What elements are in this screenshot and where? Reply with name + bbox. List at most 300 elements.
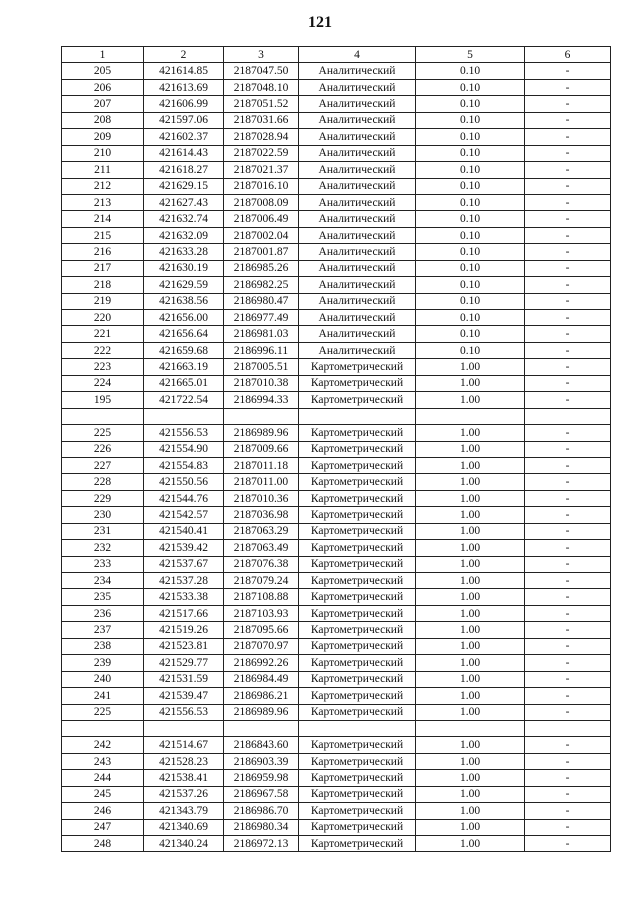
point-number-cell: 207: [62, 96, 144, 112]
y-coordinate-cell: 2187048.10: [224, 79, 299, 95]
note-cell: [525, 408, 611, 424]
point-number-cell: 234: [62, 573, 144, 589]
y-coordinate-cell: 2186903.39: [224, 753, 299, 769]
point-number-cell: 230: [62, 507, 144, 523]
accuracy-cell: 1.00: [416, 770, 525, 786]
x-coordinate-cell: [144, 408, 224, 424]
y-coordinate-cell: 2186843.60: [224, 737, 299, 753]
note-cell: -: [525, 704, 611, 720]
accuracy-cell: 0.10: [416, 293, 525, 309]
accuracy-cell: 1.00: [416, 375, 525, 391]
x-coordinate-cell: 421618.27: [144, 162, 224, 178]
accuracy-cell: 0.10: [416, 227, 525, 243]
y-coordinate-cell: 2187076.38: [224, 556, 299, 572]
y-coordinate-cell: 2186980.34: [224, 819, 299, 835]
y-coordinate-cell: 2187047.50: [224, 63, 299, 79]
method-cell: Аналитический: [299, 244, 416, 260]
accuracy-cell: 1.00: [416, 819, 525, 835]
note-cell: -: [525, 540, 611, 556]
table-row: [62, 655, 611, 671]
method-cell: Картометрический: [299, 836, 416, 852]
y-coordinate-cell: 2187008.09: [224, 194, 299, 210]
y-coordinate-cell: 2187103.93: [224, 605, 299, 621]
method-cell: Картометрический: [299, 457, 416, 473]
note-cell: -: [525, 803, 611, 819]
table-row: [62, 326, 611, 342]
point-number-cell: 209: [62, 129, 144, 145]
note-cell: -: [525, 490, 611, 506]
x-coordinate-cell: 421550.56: [144, 474, 224, 490]
note-cell: -: [525, 342, 611, 358]
note-cell: -: [525, 162, 611, 178]
note-cell: -: [525, 753, 611, 769]
y-coordinate-cell: 2187063.29: [224, 523, 299, 539]
table-row: [62, 671, 611, 687]
table-row: [62, 786, 611, 802]
x-coordinate-cell: 421556.53: [144, 704, 224, 720]
method-cell: Картометрический: [299, 753, 416, 769]
table-row: [62, 211, 611, 227]
y-coordinate-cell: 2187005.51: [224, 359, 299, 375]
accuracy-cell: 0.10: [416, 79, 525, 95]
accuracy-cell: 1.00: [416, 425, 525, 441]
y-coordinate-cell: [224, 408, 299, 424]
table-row: [62, 342, 611, 358]
point-number-cell: 237: [62, 622, 144, 638]
point-number-cell: 206: [62, 79, 144, 95]
x-coordinate-cell: 421538.41: [144, 770, 224, 786]
x-coordinate-cell: 421633.28: [144, 244, 224, 260]
y-coordinate-cell: 2186992.26: [224, 655, 299, 671]
accuracy-cell: 0.10: [416, 342, 525, 358]
point-number-cell: [62, 720, 144, 736]
x-coordinate-cell: 421665.01: [144, 375, 224, 391]
x-coordinate-cell: 421613.69: [144, 79, 224, 95]
y-coordinate-cell: [224, 720, 299, 736]
table-row: [62, 162, 611, 178]
table-row: [62, 556, 611, 572]
y-coordinate-cell: 2186982.25: [224, 277, 299, 293]
point-number-cell: 210: [62, 145, 144, 161]
accuracy-cell: 0.10: [416, 326, 525, 342]
method-cell: Аналитический: [299, 310, 416, 326]
table-row: [62, 457, 611, 473]
x-coordinate-cell: 421533.38: [144, 589, 224, 605]
accuracy-cell: 1.00: [416, 441, 525, 457]
method-cell: Картометрический: [299, 441, 416, 457]
table-row: [62, 819, 611, 835]
x-coordinate-cell: 421629.59: [144, 277, 224, 293]
x-coordinate-cell: 421632.09: [144, 227, 224, 243]
accuracy-cell: 0.10: [416, 244, 525, 260]
point-number-cell: 238: [62, 638, 144, 654]
y-coordinate-cell: 2187022.59: [224, 145, 299, 161]
note-cell: -: [525, 688, 611, 704]
y-coordinate-cell: 2186984.49: [224, 671, 299, 687]
y-coordinate-cell: 2186989.96: [224, 425, 299, 441]
point-number-cell: 218: [62, 277, 144, 293]
table-header-row: [62, 47, 611, 63]
y-coordinate-cell: 2186986.21: [224, 688, 299, 704]
method-cell: Картометрический: [299, 605, 416, 621]
note-cell: -: [525, 194, 611, 210]
y-coordinate-cell: 2187051.52: [224, 96, 299, 112]
point-number-cell: 227: [62, 457, 144, 473]
y-coordinate-cell: 2186986.70: [224, 803, 299, 819]
table-row: [62, 803, 611, 819]
note-cell: -: [525, 671, 611, 687]
method-cell: Аналитический: [299, 112, 416, 128]
note-cell: [525, 720, 611, 736]
coordinates-table: [61, 46, 611, 852]
accuracy-cell: 1.00: [416, 786, 525, 802]
page-number: 121: [308, 14, 332, 31]
note-cell: -: [525, 244, 611, 260]
point-number-cell: 215: [62, 227, 144, 243]
point-number-cell: 205: [62, 63, 144, 79]
x-coordinate-cell: 421343.79: [144, 803, 224, 819]
table-row: [62, 293, 611, 309]
note-cell: -: [525, 310, 611, 326]
method-cell: [299, 408, 416, 424]
note-cell: -: [525, 556, 611, 572]
method-cell: Аналитический: [299, 260, 416, 276]
x-coordinate-cell: 421340.24: [144, 836, 224, 852]
note-cell: -: [525, 326, 611, 342]
note-cell: -: [525, 457, 611, 473]
y-coordinate-cell: 2187001.87: [224, 244, 299, 260]
note-cell: -: [525, 770, 611, 786]
table-row: [62, 408, 611, 424]
y-coordinate-cell: 2187002.04: [224, 227, 299, 243]
x-coordinate-cell: 421656.64: [144, 326, 224, 342]
note-cell: -: [525, 145, 611, 161]
accuracy-cell: 1.00: [416, 803, 525, 819]
note-cell: -: [525, 819, 611, 835]
method-cell: Аналитический: [299, 178, 416, 194]
table-row: [62, 688, 611, 704]
x-coordinate-cell: 421537.26: [144, 786, 224, 802]
point-number-cell: 236: [62, 605, 144, 621]
y-coordinate-cell: 2187063.49: [224, 540, 299, 556]
method-cell: Картометрический: [299, 737, 416, 753]
table-row: [62, 63, 611, 79]
method-cell: Картометрический: [299, 540, 416, 556]
x-coordinate-cell: 421663.19: [144, 359, 224, 375]
table-row: [62, 507, 611, 523]
table-row: [62, 227, 611, 243]
point-number-cell: 228: [62, 474, 144, 490]
point-number-cell: 243: [62, 753, 144, 769]
note-cell: -: [525, 392, 611, 408]
point-number-cell: 241: [62, 688, 144, 704]
accuracy-cell: 1.00: [416, 836, 525, 852]
table-row: [62, 770, 611, 786]
x-coordinate-cell: 421722.54: [144, 392, 224, 408]
table-row: [62, 720, 611, 736]
note-cell: -: [525, 211, 611, 227]
method-cell: Картометрический: [299, 622, 416, 638]
table-row: [62, 573, 611, 589]
table-row: [62, 260, 611, 276]
method-cell: Аналитический: [299, 277, 416, 293]
accuracy-cell: 0.10: [416, 277, 525, 293]
x-coordinate-cell: 421614.85: [144, 63, 224, 79]
table-row: [62, 704, 611, 720]
note-cell: -: [525, 737, 611, 753]
table-row: [62, 474, 611, 490]
accuracy-cell: 1.00: [416, 589, 525, 605]
accuracy-cell: 1.00: [416, 605, 525, 621]
method-cell: Картометрический: [299, 556, 416, 572]
point-number-cell: 244: [62, 770, 144, 786]
x-coordinate-cell: 421517.66: [144, 605, 224, 621]
note-cell: -: [525, 293, 611, 309]
table-row: [62, 589, 611, 605]
table-row: [62, 638, 611, 654]
x-coordinate-cell: 421542.57: [144, 507, 224, 523]
note-cell: -: [525, 63, 611, 79]
point-number-cell: 213: [62, 194, 144, 210]
x-coordinate-cell: 421537.28: [144, 573, 224, 589]
column-header: 5: [416, 47, 525, 63]
method-cell: Картометрический: [299, 704, 416, 720]
table-row: [62, 194, 611, 210]
accuracy-cell: 1.00: [416, 556, 525, 572]
y-coordinate-cell: 2187079.24: [224, 573, 299, 589]
y-coordinate-cell: 2187011.18: [224, 457, 299, 473]
accuracy-cell: 0.10: [416, 96, 525, 112]
x-coordinate-cell: 421638.56: [144, 293, 224, 309]
y-coordinate-cell: 2186994.33: [224, 392, 299, 408]
accuracy-cell: 1.00: [416, 655, 525, 671]
table-row: [62, 490, 611, 506]
y-coordinate-cell: 2187036.98: [224, 507, 299, 523]
accuracy-cell: 0.10: [416, 162, 525, 178]
accuracy-cell: 1.00: [416, 622, 525, 638]
method-cell: [299, 720, 416, 736]
table-row: [62, 425, 611, 441]
method-cell: Аналитический: [299, 342, 416, 358]
y-coordinate-cell: 2186996.11: [224, 342, 299, 358]
accuracy-cell: 1.00: [416, 507, 525, 523]
column-header: 6: [525, 47, 611, 63]
point-number-cell: 240: [62, 671, 144, 687]
note-cell: -: [525, 425, 611, 441]
point-number-cell: 235: [62, 589, 144, 605]
x-coordinate-cell: [144, 720, 224, 736]
y-coordinate-cell: 2186972.13: [224, 836, 299, 852]
x-coordinate-cell: 421554.90: [144, 441, 224, 457]
method-cell: Аналитический: [299, 227, 416, 243]
table-body: [62, 63, 611, 852]
note-cell: -: [525, 589, 611, 605]
note-cell: -: [525, 655, 611, 671]
accuracy-cell: [416, 408, 525, 424]
accuracy-cell: 1.00: [416, 359, 525, 375]
table-row: [62, 375, 611, 391]
note-cell: -: [525, 277, 611, 293]
point-number-cell: 248: [62, 836, 144, 852]
y-coordinate-cell: 2187031.66: [224, 112, 299, 128]
accuracy-cell: 1.00: [416, 753, 525, 769]
method-cell: Картометрический: [299, 523, 416, 539]
y-coordinate-cell: 2186959.98: [224, 770, 299, 786]
method-cell: Картометрический: [299, 474, 416, 490]
accuracy-cell: 0.10: [416, 112, 525, 128]
method-cell: Картометрический: [299, 375, 416, 391]
note-cell: -: [525, 786, 611, 802]
table-row: [62, 277, 611, 293]
x-coordinate-cell: 421539.47: [144, 688, 224, 704]
column-header: 4: [299, 47, 416, 63]
y-coordinate-cell: 2187009.66: [224, 441, 299, 457]
note-cell: -: [525, 573, 611, 589]
accuracy-cell: 1.00: [416, 638, 525, 654]
accuracy-cell: 1.00: [416, 490, 525, 506]
x-coordinate-cell: 421614.43: [144, 145, 224, 161]
x-coordinate-cell: 421627.43: [144, 194, 224, 210]
method-cell: Картометрический: [299, 589, 416, 605]
y-coordinate-cell: 2187095.66: [224, 622, 299, 638]
table-row: [62, 836, 611, 852]
method-cell: Картометрический: [299, 359, 416, 375]
table-row: [62, 129, 611, 145]
x-coordinate-cell: 421632.74: [144, 211, 224, 227]
method-cell: Картометрический: [299, 573, 416, 589]
x-coordinate-cell: 421544.76: [144, 490, 224, 506]
accuracy-cell: 1.00: [416, 704, 525, 720]
accuracy-cell: 1.00: [416, 573, 525, 589]
method-cell: Картометрический: [299, 638, 416, 654]
accuracy-cell: 0.10: [416, 211, 525, 227]
y-coordinate-cell: 2187021.37: [224, 162, 299, 178]
point-number-cell: 239: [62, 655, 144, 671]
table-row: [62, 523, 611, 539]
point-number-cell: 211: [62, 162, 144, 178]
method-cell: Аналитический: [299, 145, 416, 161]
method-cell: Картометрический: [299, 688, 416, 704]
point-number-cell: 220: [62, 310, 144, 326]
accuracy-cell: 0.10: [416, 129, 525, 145]
point-number-cell: 212: [62, 178, 144, 194]
table-row: [62, 145, 611, 161]
accuracy-cell: 1.00: [416, 671, 525, 687]
point-number-cell: 217: [62, 260, 144, 276]
method-cell: Картометрический: [299, 507, 416, 523]
method-cell: Картометрический: [299, 392, 416, 408]
x-coordinate-cell: 421656.00: [144, 310, 224, 326]
x-coordinate-cell: 421537.67: [144, 556, 224, 572]
x-coordinate-cell: 421539.42: [144, 540, 224, 556]
x-coordinate-cell: 421554.83: [144, 457, 224, 473]
note-cell: -: [525, 129, 611, 145]
accuracy-cell: 0.10: [416, 194, 525, 210]
accuracy-cell: 0.10: [416, 145, 525, 161]
x-coordinate-cell: 421630.19: [144, 260, 224, 276]
note-cell: -: [525, 622, 611, 638]
accuracy-cell: 1.00: [416, 474, 525, 490]
note-cell: -: [525, 638, 611, 654]
x-coordinate-cell: 421606.99: [144, 96, 224, 112]
point-number-cell: 195: [62, 392, 144, 408]
x-coordinate-cell: 421523.81: [144, 638, 224, 654]
point-number-cell: 208: [62, 112, 144, 128]
point-number-cell: 225: [62, 704, 144, 720]
y-coordinate-cell: 2187010.36: [224, 490, 299, 506]
note-cell: -: [525, 507, 611, 523]
y-coordinate-cell: 2186981.03: [224, 326, 299, 342]
y-coordinate-cell: 2187010.38: [224, 375, 299, 391]
table-row: [62, 540, 611, 556]
note-cell: -: [525, 260, 611, 276]
method-cell: Аналитический: [299, 162, 416, 178]
point-number-cell: 216: [62, 244, 144, 260]
point-number-cell: 224: [62, 375, 144, 391]
table-row: [62, 392, 611, 408]
note-cell: -: [525, 359, 611, 375]
method-cell: Картометрический: [299, 425, 416, 441]
accuracy-cell: 0.10: [416, 310, 525, 326]
note-cell: -: [525, 375, 611, 391]
y-coordinate-cell: 2186980.47: [224, 293, 299, 309]
method-cell: Аналитический: [299, 194, 416, 210]
table-row: [62, 359, 611, 375]
point-number-cell: 231: [62, 523, 144, 539]
point-number-cell: 226: [62, 441, 144, 457]
y-coordinate-cell: 2187028.94: [224, 129, 299, 145]
note-cell: -: [525, 605, 611, 621]
method-cell: Картометрический: [299, 803, 416, 819]
point-number-cell: 245: [62, 786, 144, 802]
table-row: [62, 244, 611, 260]
method-cell: Аналитический: [299, 293, 416, 309]
table-row: [62, 605, 611, 621]
note-cell: -: [525, 79, 611, 95]
method-cell: Аналитический: [299, 129, 416, 145]
accuracy-cell: 1.00: [416, 688, 525, 704]
note-cell: -: [525, 441, 611, 457]
x-coordinate-cell: 421519.26: [144, 622, 224, 638]
y-coordinate-cell: 2187108.88: [224, 589, 299, 605]
method-cell: Картометрический: [299, 770, 416, 786]
x-coordinate-cell: 421529.77: [144, 655, 224, 671]
point-number-cell: 214: [62, 211, 144, 227]
accuracy-cell: 0.10: [416, 178, 525, 194]
y-coordinate-cell: 2186985.26: [224, 260, 299, 276]
note-cell: -: [525, 836, 611, 852]
method-cell: Картометрический: [299, 786, 416, 802]
table-row: [62, 79, 611, 95]
y-coordinate-cell: 2187006.49: [224, 211, 299, 227]
point-number-cell: 222: [62, 342, 144, 358]
note-cell: -: [525, 474, 611, 490]
note-cell: -: [525, 112, 611, 128]
point-number-cell: 219: [62, 293, 144, 309]
method-cell: Аналитический: [299, 63, 416, 79]
column-header: 1: [62, 47, 144, 63]
method-cell: Аналитический: [299, 79, 416, 95]
table-row: [62, 178, 611, 194]
note-cell: -: [525, 96, 611, 112]
accuracy-cell: 1.00: [416, 457, 525, 473]
y-coordinate-cell: 2186967.58: [224, 786, 299, 802]
table-row: [62, 310, 611, 326]
table-row: [62, 112, 611, 128]
x-coordinate-cell: 421531.59: [144, 671, 224, 687]
x-coordinate-cell: 421528.23: [144, 753, 224, 769]
y-coordinate-cell: 2186989.96: [224, 704, 299, 720]
